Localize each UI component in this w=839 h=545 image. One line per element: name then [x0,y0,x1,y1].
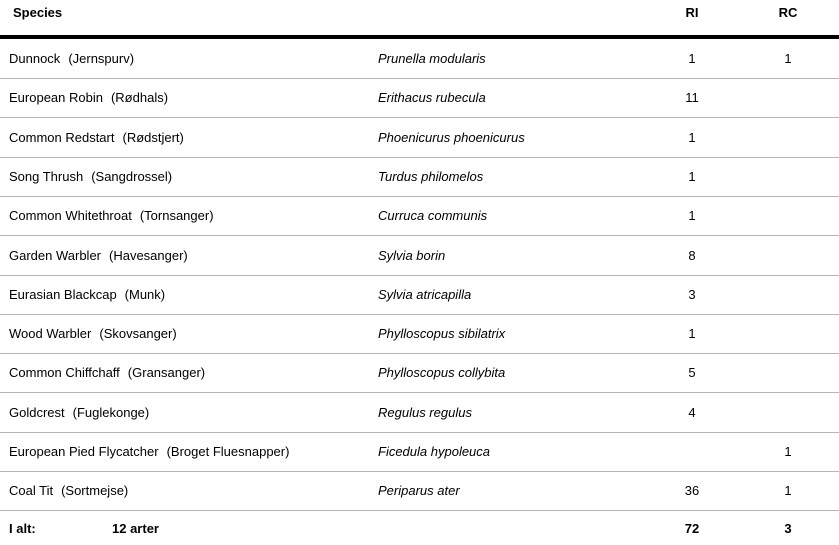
species-common-name [9,157,172,196]
species-common-name [9,393,149,432]
danish-name: (Gransanger) [127,365,206,380]
rc-count [764,236,812,275]
rc-count: 1 [784,51,792,66]
danish-name: (Skovsanger) [99,326,177,341]
ri-count: 1 [688,326,696,341]
danish-name: (Fuglekonge) [72,405,150,420]
ri-count: 4 [688,405,696,420]
species-latin-name: Erithacus rubecula [378,90,486,105]
species-common-name [9,78,168,117]
total-species-count: 12 arter [112,521,159,536]
total-label: I alt: [9,521,36,536]
english-name: European Robin [9,90,103,105]
danish-name: (Sortmejse) [61,483,129,498]
species-common-name [9,39,134,78]
species-common-name [9,432,289,471]
rc-count [764,393,812,432]
ri-count: 1 [688,169,696,184]
danish-name: (Sangdrossel) [91,169,173,184]
table-row [0,432,839,472]
header-ri: RI [685,5,699,20]
rc-count [764,314,812,353]
danish-name: (Rødhals) [110,90,169,105]
rc-count [764,275,812,314]
rc-count: 1 [784,444,792,459]
table-row [0,471,839,511]
ri-count [668,432,716,471]
total-rc: 3 [784,521,792,536]
species-common-name [9,275,165,314]
rc-count [764,353,812,392]
species-latin-name: Regulus regulus [378,405,472,420]
species-latin-name: Phoenicurus phoenicurus [378,130,525,145]
species-latin-name: Sylvia borin [378,248,446,263]
header-species: Species [13,5,63,20]
rc-count: 1 [784,483,792,498]
english-name: Common Chiffchaff [9,365,120,380]
rc-count [764,78,812,117]
total-ri: 72 [684,521,700,536]
header-rc: RC [778,5,798,20]
english-name: Goldcrest [9,405,65,420]
ri-count: 5 [688,365,696,380]
english-name: Coal Tit [9,483,54,498]
species-latin-name: Sylvia atricapilla [378,287,472,302]
rc-count [764,196,812,235]
total-row [0,512,839,545]
species-common-name [9,196,214,235]
english-name: Common Redstart [9,130,115,145]
rc-count [764,157,812,196]
danish-name: (Rødstjert) [122,130,184,145]
ri-count: 1 [688,208,696,223]
danish-name: (Broget Fluesnapper) [166,444,290,459]
table-row [0,353,839,393]
ri-count: 36 [684,483,700,498]
species-latin-name: Phylloscopus collybita [378,365,506,380]
species-common-name [9,236,188,275]
species-common-name [9,353,205,392]
species-latin-name: Prunella modularis [378,51,486,66]
table-row [0,78,839,118]
ri-count: 1 [688,130,696,145]
table-row [0,393,839,433]
ri-count: 3 [688,287,696,302]
species-latin-name: Periparus ater [378,483,460,498]
danish-name: (Tornsanger) [139,208,214,223]
table-row [0,157,839,197]
ri-count: 8 [688,248,696,263]
danish-name: (Munk) [124,287,166,302]
danish-name: (Jernspurv) [68,51,135,66]
english-name: Dunnock [9,51,61,66]
species-latin-name: Curruca communis [378,208,488,223]
table-row [0,39,839,79]
table-row [0,275,839,315]
english-name: Song Thrush [9,169,84,184]
ri-count: 1 [688,51,696,66]
species-common-name [9,471,128,510]
danish-name: (Havesanger) [109,248,188,263]
species-latin-name: Turdus philomelos [378,169,484,184]
english-name: Eurasian Blackcap [9,287,117,302]
table-header [0,0,839,34]
table-row [0,314,839,354]
english-name: Wood Warbler [9,326,92,341]
english-name: Garden Warbler [9,248,101,263]
ri-count: 11 [685,90,699,105]
english-name: European Pied Flycatcher [9,444,159,459]
species-latin-name: Phylloscopus sibilatrix [378,326,506,341]
table-row [0,196,839,236]
english-name: Common Whitethroat [9,208,132,223]
table-row [0,236,839,276]
rc-count [764,118,812,157]
table-row [0,118,839,158]
species-common-name [9,118,184,157]
species-common-name [9,314,177,353]
species-latin-name: Ficedula hypoleuca [378,444,491,459]
